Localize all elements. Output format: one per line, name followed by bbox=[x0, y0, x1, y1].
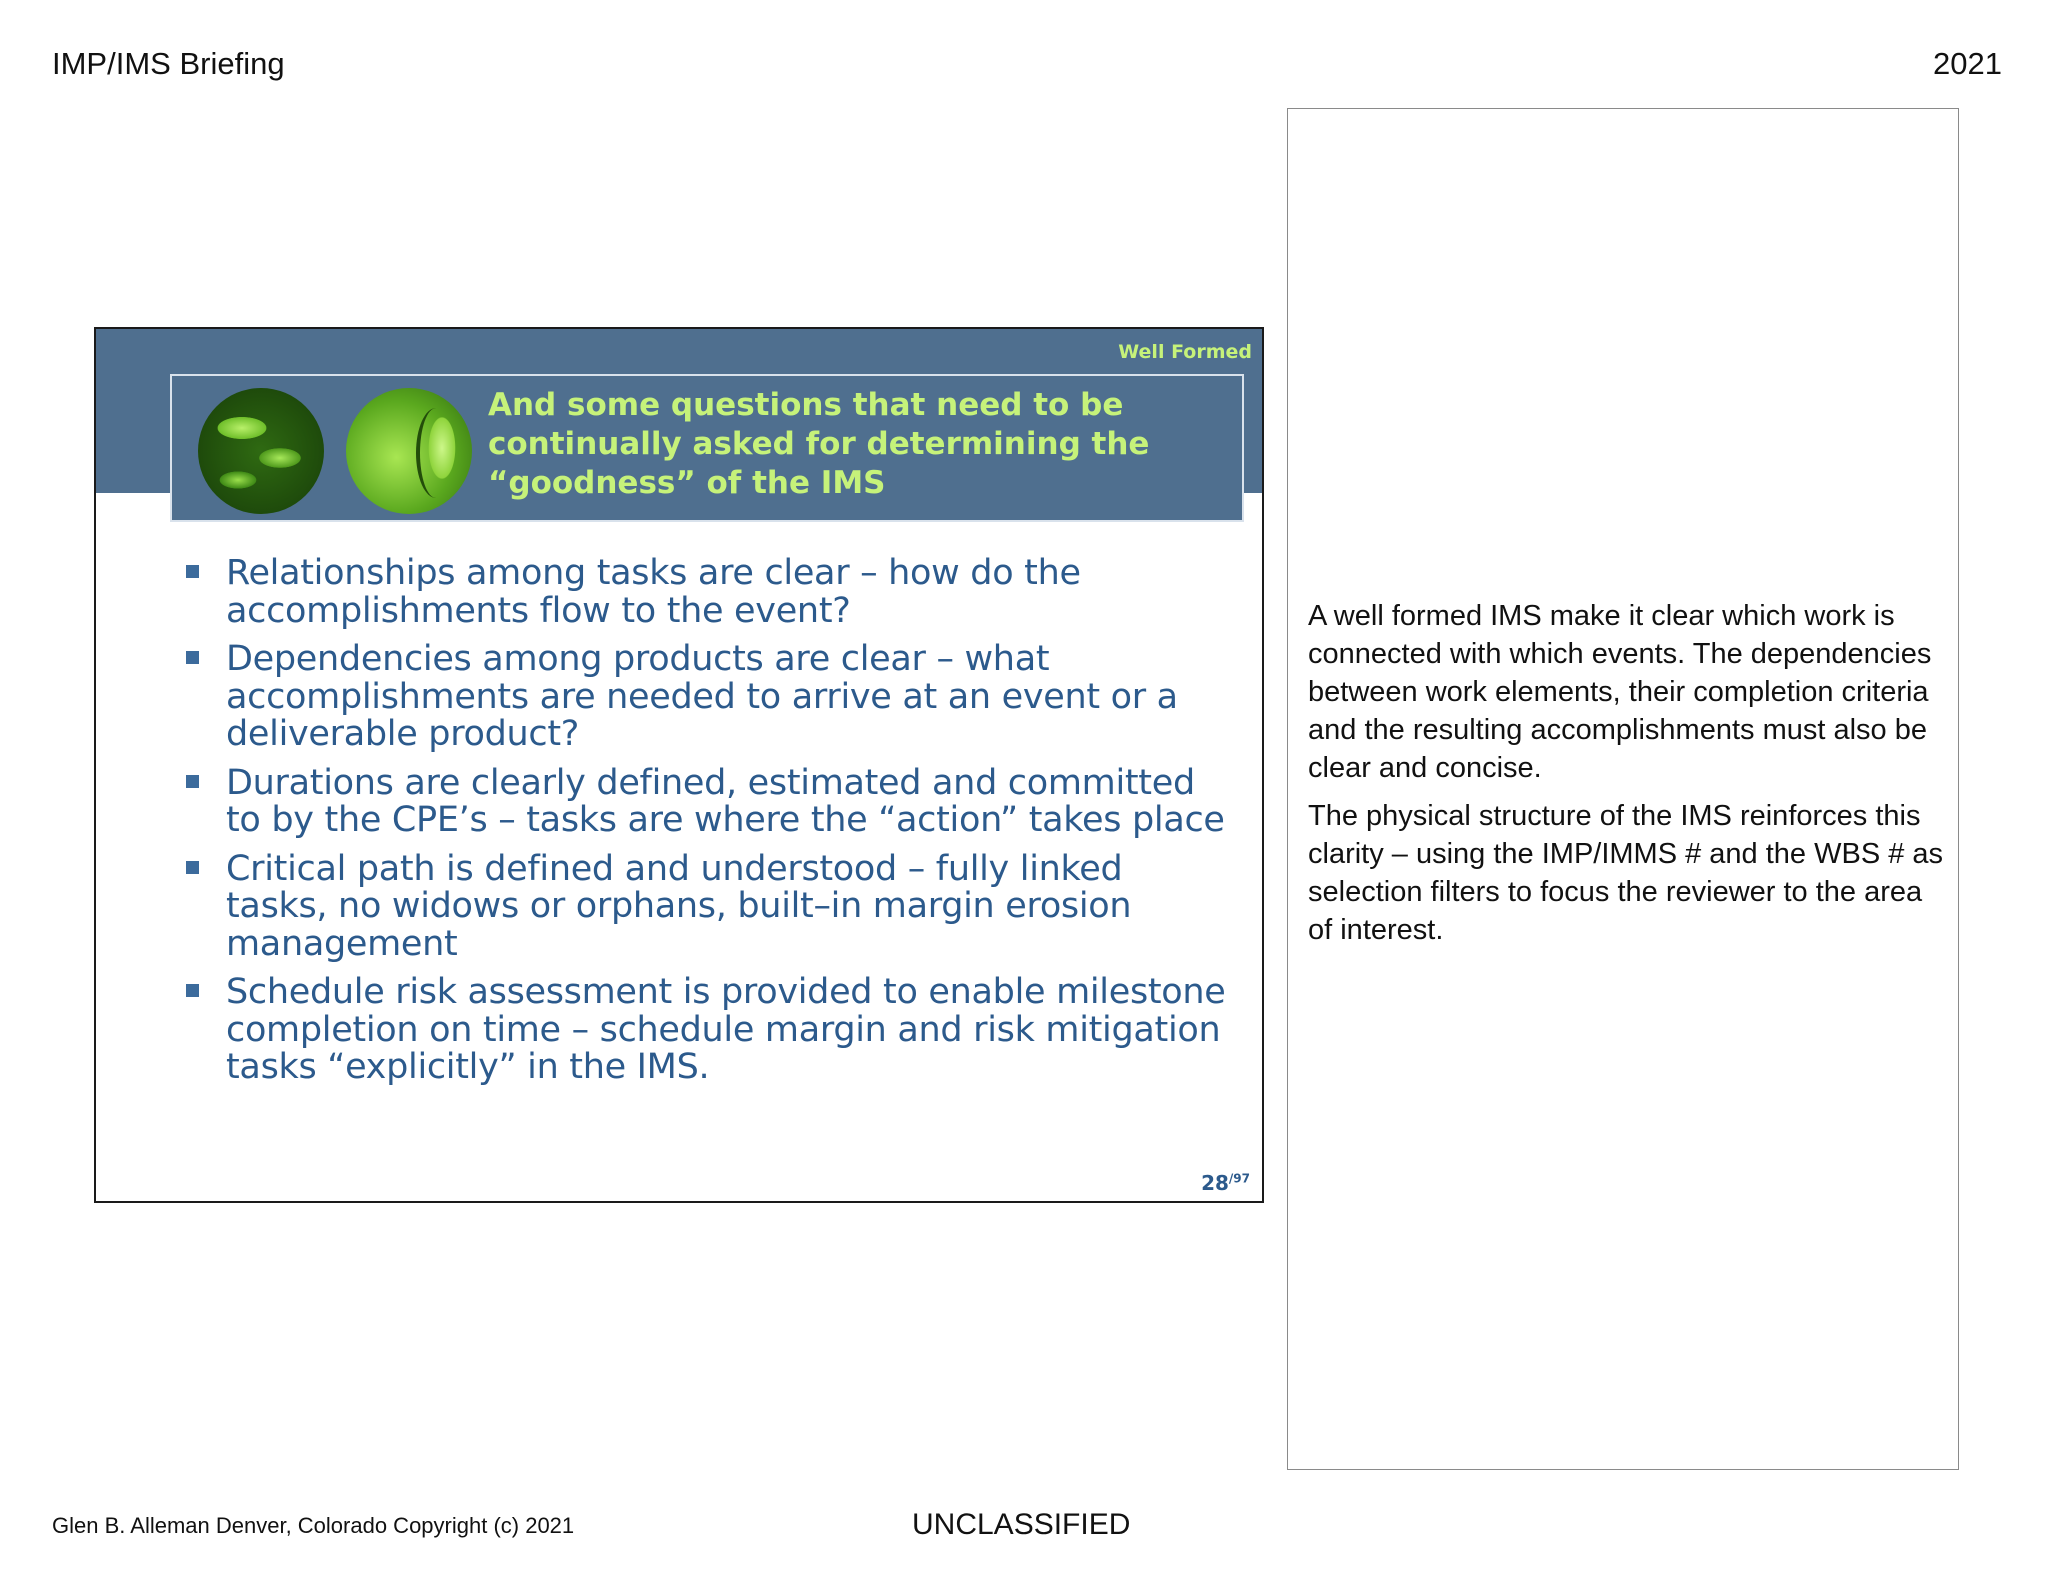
leaf-photo-icon bbox=[198, 388, 324, 514]
slide-bullet-list bbox=[186, 555, 1226, 1098]
bullet-item: Relationships among tasks are clear – how do the accomplishments flow to the event? bbox=[186, 555, 1226, 630]
leaf-photo-icon bbox=[346, 388, 472, 514]
slide-title-box bbox=[170, 374, 1244, 522]
page-header-year: 2021 bbox=[1933, 46, 2002, 81]
bullet-item: Durations are clearly defined, estimated and committed to by the CPE’s – tasks are where the “action” takes place bbox=[186, 765, 1226, 840]
notes-text bbox=[1308, 597, 1948, 959]
bullet-item: Schedule risk assessment is provided to enable milestone completion on time – schedule margin and risk mitigation tasks “explicitly” in the IMS. bbox=[186, 974, 1226, 1087]
notes-panel bbox=[1287, 108, 1959, 1470]
notes-paragraph: A well formed IMS make it clear which work is connected with which events. The dependencies between work elements, their completion criteria and the resulting accomplishments must also be clear and concise. bbox=[1308, 600, 1932, 784]
bullet-item: Critical path is defined and understood – fully linked tasks, no widows or orphans, built–in margin erosion management bbox=[186, 851, 1226, 964]
footer-classification: UNCLASSIFIED bbox=[912, 1508, 1131, 1541]
slide-image bbox=[94, 327, 1264, 1203]
notes-paragraph: The physical structure of the IMS reinforces this clarity – using the IMP/IMMS # and the WBS # as selection filters to focus the reviewer to the area of interest. bbox=[1308, 800, 1944, 946]
bullet-item: Dependencies among products are clear – what accomplishments are needed to arrive at an event or a deliverable product? bbox=[186, 641, 1226, 754]
slide-section-tag: Well Formed bbox=[1118, 341, 1252, 363]
slide-page-total: /97 bbox=[1228, 1171, 1250, 1186]
slide-title: And some questions that need to be continually asked for determining the “goodness” of the IMS bbox=[488, 387, 1150, 501]
page-header-title: IMP/IMS Briefing bbox=[52, 46, 285, 81]
slide-page-current: 28 bbox=[1201, 1171, 1229, 1195]
footer-copyright: Glen B. Alleman Denver, Colorado Copyright (c) 2021 bbox=[52, 1513, 575, 1538]
slide-page-number bbox=[1201, 1171, 1250, 1195]
